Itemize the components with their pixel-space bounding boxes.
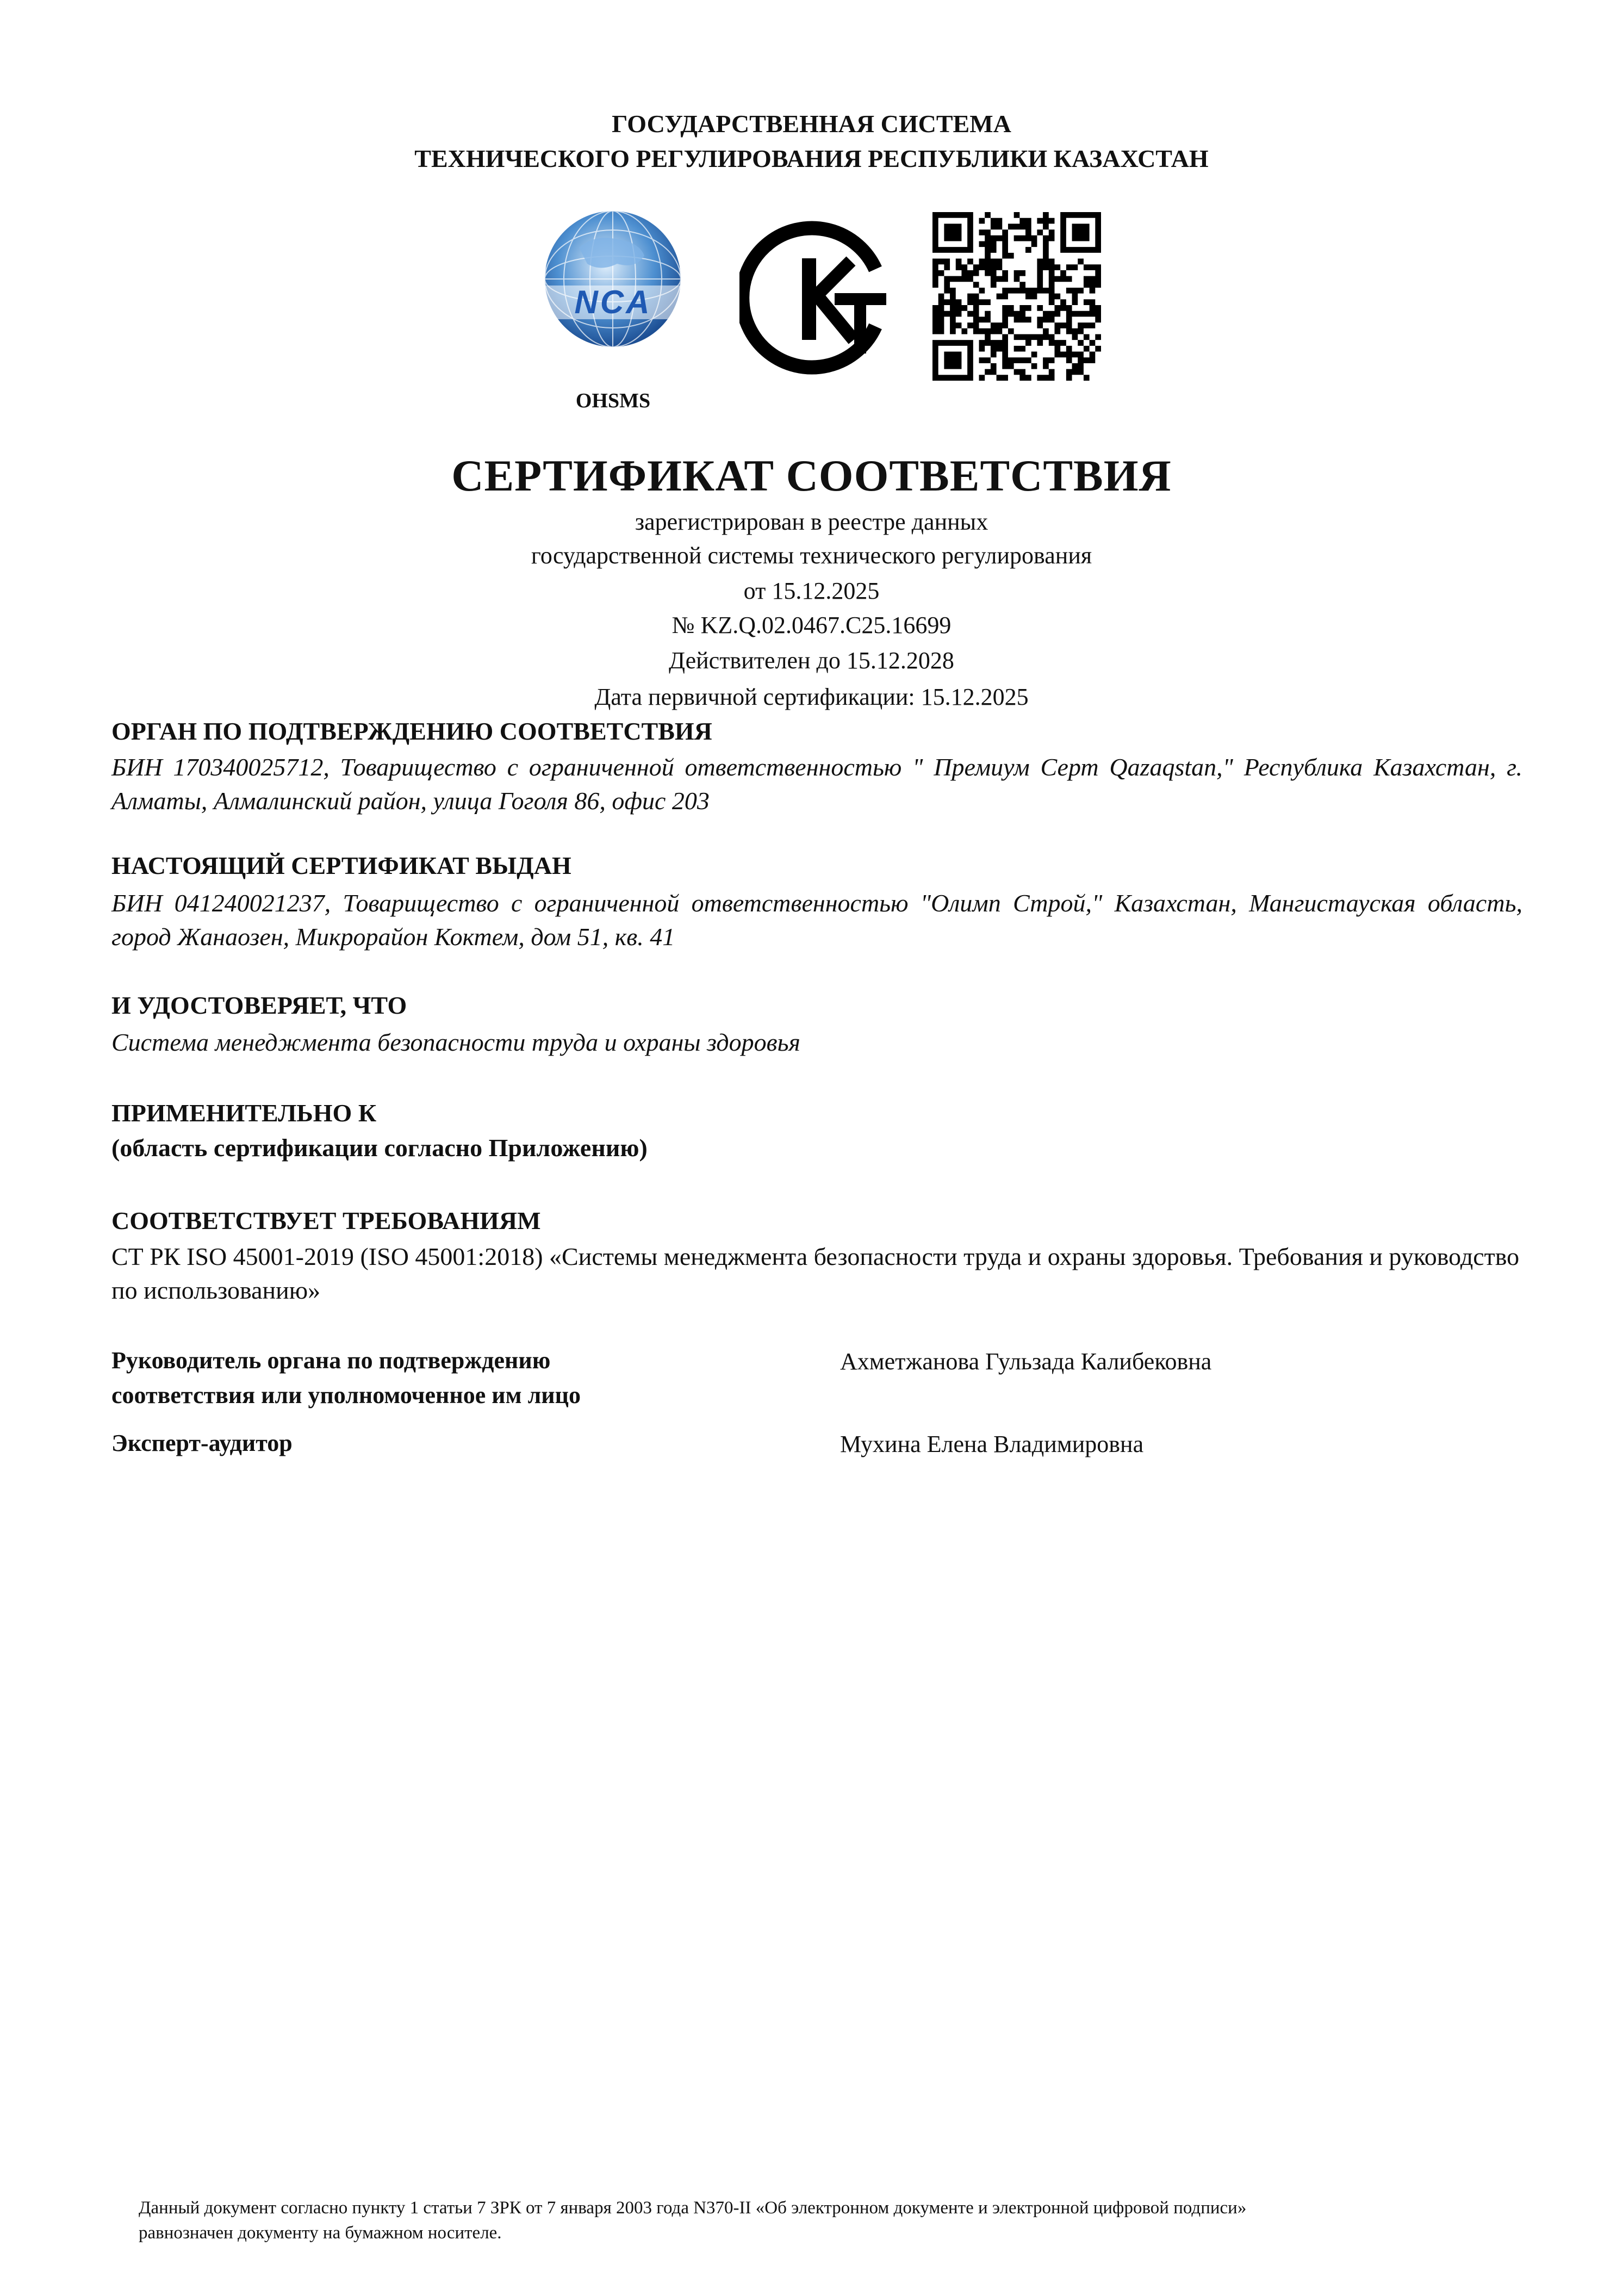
- valid-until: Действителен до 15.12.2028: [669, 647, 954, 674]
- first-certification-date: Дата первичной сертификации: 15.12.2025: [594, 684, 1029, 710]
- requirements-text: СТ РК ISO 45001-2019 (ISO 45001:2018) «Системы менеджмента безопасности труда и охраны здоровья. Требования и руководство по использованию»: [111, 1243, 1520, 1304]
- applicable-subheading: (область сертификации согласно Приложению): [111, 1134, 648, 1162]
- head-label-line-2: соответствия или уполномоченное им лицо: [111, 1382, 581, 1408]
- qr-code-icon: [932, 212, 1101, 381]
- nca-logo: [536, 209, 691, 351]
- nca-logo-text: NCA: [574, 284, 652, 320]
- head-name: Ахметжанова Гульзада Калибековна: [840, 1348, 1212, 1375]
- auditor-label: Эксперт-аудитор: [111, 1430, 293, 1456]
- body-text: БИН 170340025712, Товарищество с ограниченной ответственностью " Премиум Серт Qazaqstan," Республика Казахстан, г. Алматы, Алмалинский район, улица Гоголя 86, офис 203: [111, 753, 1522, 815]
- issued-text: БИН 041240021237, Товарищество с ограниченной ответственностью "Олимп Строй," Казахстан, Мангистауская область, город Жанаозен, Микрорайон Коктем, дом 51, кв. 41: [111, 889, 1522, 951]
- requirements-heading: СООТВЕТСТВУЕТ ТРЕБОВАНИЯМ: [111, 1207, 541, 1234]
- header-line-1: ГОСУДАРСТВЕННАЯ СИСТЕМА: [612, 110, 1011, 138]
- auditor-name: Мухина Елена Владимировна: [840, 1431, 1144, 1457]
- certificate-title: СЕРТИФИКАТ СООТВЕТСТВИЯ: [451, 451, 1172, 500]
- certifies-heading: И УДОСТОВЕРЯЕТ, ЧТО: [111, 991, 407, 1019]
- certificate-number: № KZ.Q.02.0467.C25.16699: [671, 612, 952, 638]
- body-heading: ОРГАН ПО ПОДТВЕРЖДЕНИЮ СООТВЕТСТВИЯ: [111, 717, 712, 745]
- header-line-2: ТЕХНИЧЕСКОГО РЕГУЛИРОВАНИЯ РЕСПУБЛИКИ КАЗАХСТАН: [414, 145, 1209, 172]
- issued-heading: НАСТОЯЩИЙ СЕРТИФИКАТ ВЫДАН: [111, 852, 571, 879]
- head-label-line-1: Руководитель органа по подтверждению: [111, 1347, 551, 1374]
- ohsms-caption: OHSMS: [575, 389, 651, 412]
- footer-line-1: Данный документ согласно пункту 1 статьи 7 ЗРК от 7 января 2003 года N370-II «Об электронном документе и электронной цифровой подписи»: [139, 2198, 1247, 2218]
- applicable-heading: ПРИМЕНИТЕЛЬНО К: [111, 1099, 377, 1127]
- kz-conformity-mark-icon: [739, 218, 894, 375]
- registered-line-2: государственной системы технического регулирования: [531, 542, 1092, 569]
- certifies-text: Система менеджмента безопасности труда и охраны здоровья: [111, 1028, 800, 1056]
- registration-date: от 15.12.2025: [743, 578, 880, 604]
- registered-line-1: зарегистрирован в реестре данных: [635, 508, 988, 535]
- footer-line-2: равнозначен документу на бумажном носителе.: [139, 2223, 502, 2243]
- globe-icon: [536, 209, 691, 351]
